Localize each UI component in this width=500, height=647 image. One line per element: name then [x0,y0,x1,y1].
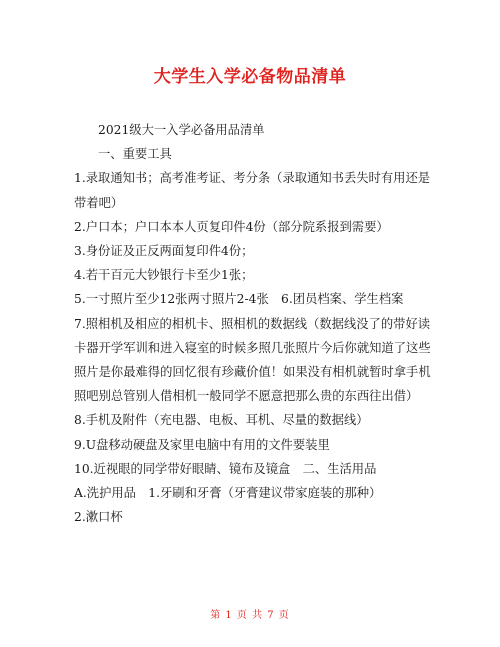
section-heading-tools: 一、重要工具 [98,147,172,162]
document-title: 大学生入学必备物品清单 [153,67,347,87]
document-body [74,118,434,529]
list-item: A.洗护用品 1.牙刷和牙膏（牙膏建议带家庭装的那种） [74,486,382,501]
list-item: 10.近视眼的同学带好眼睛、镜布及镜盒 二、生活用品 [74,461,377,476]
list-item: 2.漱口杯 [74,510,123,525]
list-item: 7.照相机及相应的相机卡、照相机的数据线（数据线没了的带好读卡器开学军训和进入寝室的时候多照几张照片今后你就知道了这些照片是你最难得的回忆很有珍藏价值！如果没有相机就暂时拿手机照吧别总管别人借相机一般同学不愿意把那么贵的东西往出借） [74,316,431,404]
page-number: 第 1 页 共 7 页 [210,610,290,621]
list-item: 5.一寸照片至少12张两寸照片2-4张 6.团员档案、学生档案 [74,292,404,307]
list-item: 3.身份证及正反两面复印件4份； [74,244,254,259]
list-item: 8.手机及附件（充电器、电板、耳机、尽量的数据线） [74,413,369,428]
list-item: 9.U盘移动硬盘及家里电脑中有用的文件要装里 [74,437,330,452]
list-item: 1.录取通知书；高考准考证、考分条（录取通知书丢失时有用还是带着吧） [74,171,431,210]
list-item: 4.若干百元大钞银行卡至少1张； [74,268,254,283]
list-heading: 2021级大一入学必备用品清单 [98,123,265,137]
list-item: 2.户口本；户口本本人页复印件4份（部分院系报到需要） [74,219,389,234]
